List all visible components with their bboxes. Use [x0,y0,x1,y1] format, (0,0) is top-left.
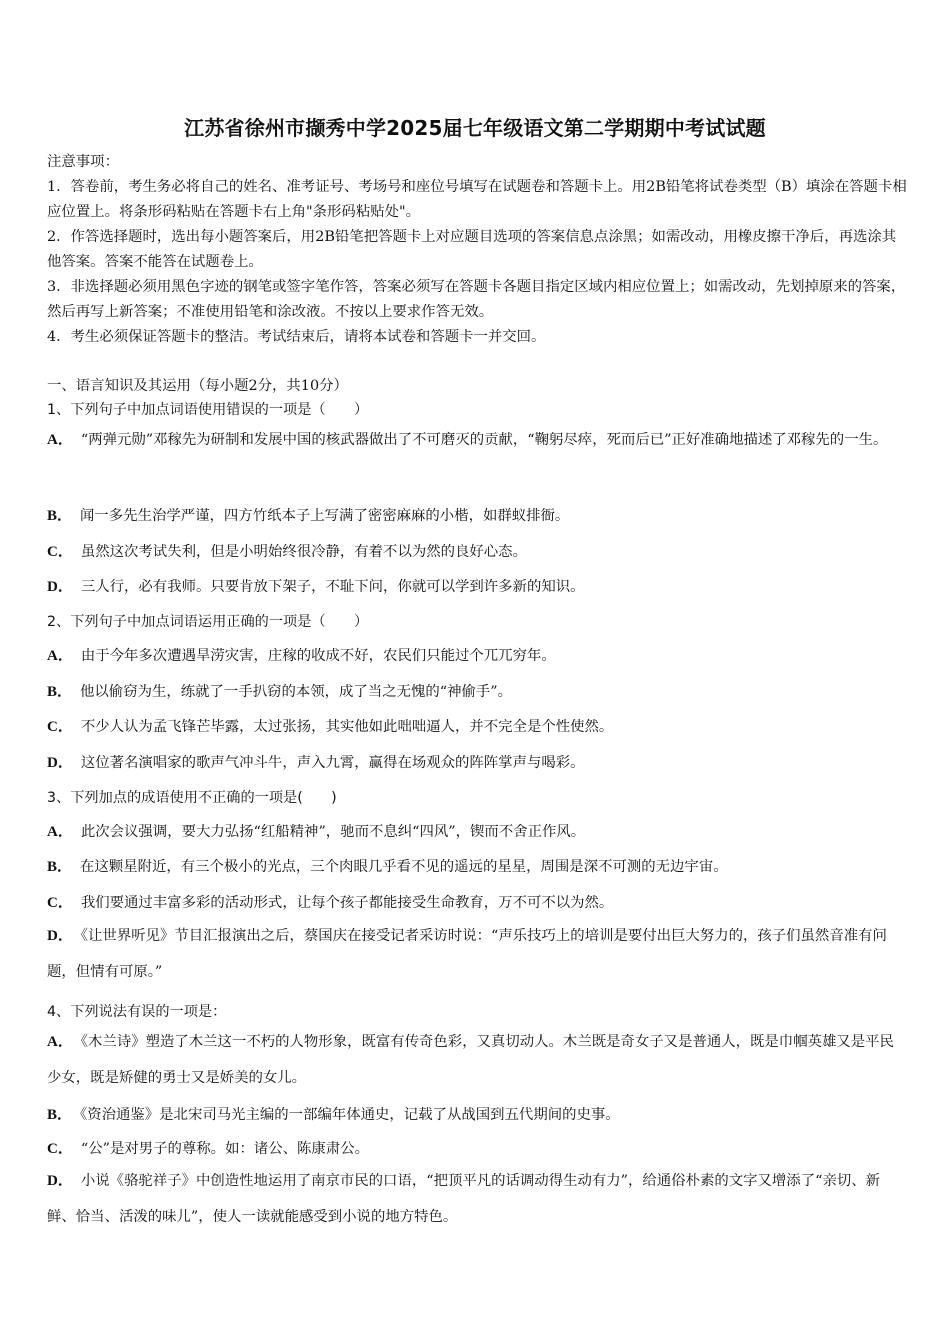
option-text: 《资治通鉴》是北宋司马光主编的一部编年体通史，记载了从战国到五代期间的史事。 [80,1107,620,1123]
option-text: “两弹元勋”邓稼先为研制和发展中国的核武器做出了不可磨灭的贡献，“鞠躬尽瘁，死而后已”正好准确地描述了邓稼先的一生。 [80,432,888,448]
option-text: 《木兰诗》塑造了木兰这一不朽的人物形象，既富有传奇色彩，又真切动人。木兰既是奇女子又是普通人，既是巾帼英雄又是平民少女，既是矫健的勇士又是娇美的女儿。 [47,1034,894,1086]
option-label: B． [47,684,73,700]
option-text: 小说《骆驼祥子》中创造性地运用了南京市民的口语，“把顶平凡的话调动得生动有力”，给通俗朴素的文字又增添了“亲切、新鲜、恰当、活泼的味儿”，使人一读就能感受到小说的地方特色。 [47,1173,881,1225]
option-label: D． [47,928,73,944]
question-option [47,855,907,876]
option-label: D． [47,579,73,595]
option-label: C． [47,719,73,735]
notice-item: 3．非选择题必须用黑色字迹的钢笔或签字笔作答，答案必须写在答题卡各题目指定区域内相应位置上；如需改动，先划掉原来的答案，然后再写上新答案；不准使用铅笔和涂改液。不按以上要求作答无效。 [47,279,906,320]
option-label: C． [47,1141,73,1157]
question-stem: 3、下列加点的成语使用不正确的一项是( ) [47,790,337,806]
notice-section [47,150,907,350]
question-option [47,540,907,561]
question-option [47,918,907,990]
option-text: 虽然这次考试失利，但是小明始终很冷静，有着不以为然的良好心态。 [80,544,527,560]
question-option [47,1024,907,1096]
option-text: 我们要通过丰富多彩的活动形式，让每个孩子都能接受生命教育，万不可不以为然。 [80,895,614,911]
option-label: A． [47,824,73,840]
question-stem: 4、下列说法有误的一项是： [47,1004,227,1020]
option-text: 不少人认为孟飞锋芒毕露，太过张扬，其实他如此咄咄逼人，并不完全是个性使然。 [80,719,614,735]
question-option [47,504,907,525]
question-option [47,575,907,596]
option-text: 由于今年多次遭遇旱涝灾害，庄稼的收成不好，农民们只能过个兀兀穷年。 [80,648,556,664]
question-option [47,715,907,736]
option-label: C． [47,544,73,560]
option-label: B． [47,859,73,875]
option-text: 在这颗星附近，有三个极小的光点，三个肉眼几乎看不见的遥远的星星，周围是深不可测的无边宇宙。 [80,859,728,875]
question-option [47,1163,907,1235]
option-label: D． [47,755,73,771]
option-text: 此次会议强调，要大力弘扬“红船精神”，驰而不息纠“四风”，锲而不舍正作风。 [80,824,586,840]
option-label: D． [47,1173,73,1189]
notice-item: 1．答卷前，考生务必将自己的姓名、准考证号、考场号和座位号填写在试题卷和答题卡上。用2B铅笔将试卷类型（B）填涂在答题卡相应位置上。将条形码粘贴在答题卡右上角"条形码粘贴处"。 [47,179,907,220]
question-option [47,1137,907,1158]
option-label: B． [47,1107,73,1123]
page-title: 江苏省徐州市撷秀中学2025届七年级语文第二学期期中考试试题 [184,116,766,140]
question-option [47,422,907,458]
question-option [47,751,907,772]
option-label: A． [47,1034,73,1050]
question-option [47,644,907,665]
option-label: B． [47,508,73,524]
question-stem: 2、下列句子中加点词语运用正确的一项是（ ） [47,614,369,630]
question-option [47,820,907,841]
question-option [47,1103,907,1124]
option-text: “公”是对男子的尊称。如：诸公、陈康肃公。 [80,1141,369,1157]
question-stem: 1、下列句子中加点词语使用错误的一项是（ ） [47,402,369,418]
option-text: 他以偷窃为生，练就了一手扒窃的本领，成了当之无愧的“神偷手”。 [80,684,513,700]
option-text: 这位著名演唱家的歌声气冲斗牛，声入九霄，赢得在场观众的阵阵掌声与喝彩。 [80,755,585,771]
option-label: C． [47,895,73,911]
option-text: 三人行，必有我师。只要肯放下架子，不耻下问，你就可以学到许多新的知识。 [80,579,585,595]
option-label: A． [47,648,73,664]
option-label: A． [47,432,73,448]
notice-item: 2．作答选择题时，选出每小题答案后，用2B铅笔把答题卡上对应题目选项的答案信息点涂黑；如需改动，用橡皮擦干净后，再选涂其他答案。答案不能答在试题卷上。 [47,229,897,270]
option-text: 《让世界听见》节目汇报演出之后，蔡国庆在接受记者采访时说：“声乐技巧上的培训是要付出巨大努力的，孩子们虽然音准有问题，但情有可原。” [47,928,887,980]
notice-heading: 注意事项： [47,154,119,170]
question-option [47,891,907,912]
section-heading: 一、语言知识及其运用（每小题2分，共10分） [47,378,348,394]
option-text: 闻一多先生治学严谨，四方竹纸本子上写满了密密麻麻的小楷，如群蚁排衙。 [80,508,570,524]
question-option [47,680,907,701]
notice-item: 4．考生必须保证答题卡的整洁。考试结束后，请将本试卷和答题卡一并交回。 [47,329,546,345]
